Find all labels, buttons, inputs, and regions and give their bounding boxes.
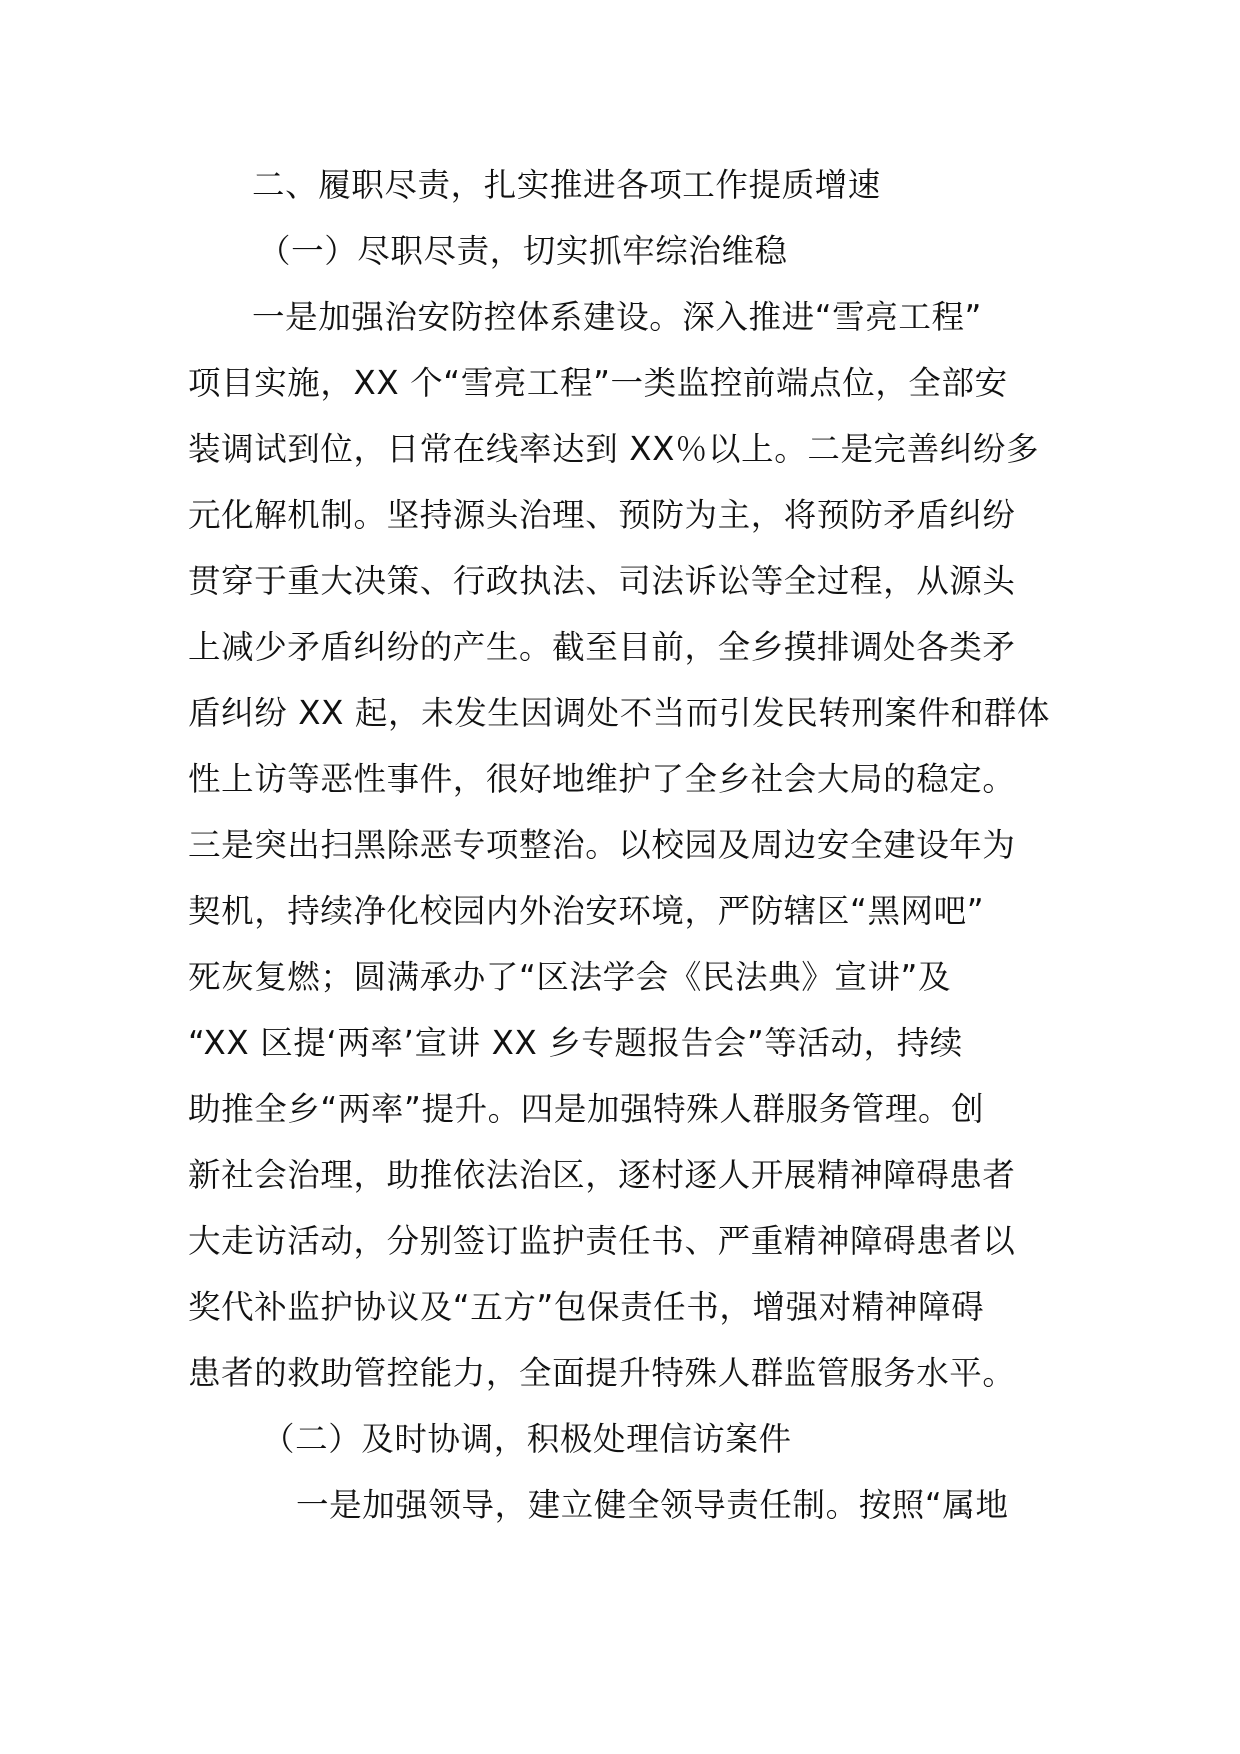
paragraph-line: 三是突出扫黑除恶专项整治。以校园及周边安全建设年为 — [188, 826, 1016, 864]
paragraph-line: 装调试到位，日常在线率达到 XX％以上。二是完善纠纷多 — [188, 430, 1040, 468]
paragraph-line: 一是加强领导，建立健全领导责任制。按照“属地 — [296, 1486, 1009, 1524]
paragraph-line: 奖代补监护协议及“五方”包保责任书，增强对精神障碍 — [188, 1288, 985, 1326]
paragraph-line: 性上访等恶性事件，很好地维护了全乡社会大局的稳定。 — [188, 760, 1016, 798]
paragraph-line: 新社会治理，助推依法治区，逐村逐人开展精神障碍患者 — [188, 1156, 1016, 1194]
paragraph-line: 契机，持续净化校园内外治安环境，严防辖区“黑网吧” — [188, 892, 985, 930]
paragraph-line: 元化解机制。坚持源头治理、预防为主，将预防矛盾纠纷 — [188, 496, 1016, 534]
paragraph-line: 助推全乡“两率”提升。四是加强特殊人群服务管理。创 — [188, 1090, 985, 1128]
section-heading: 二、履职尽责，扎实推进各项工作提质增速 — [252, 166, 881, 204]
paragraph-line: 贯穿于重大决策、行政执法、司法诉讼等全过程，从源头 — [188, 562, 1016, 600]
subsection-heading: （二）及时协调，积极处理信访案件 — [262, 1420, 792, 1458]
paragraph-line: 大走访活动，分别签订监护责任书、严重精神障碍患者以 — [188, 1222, 1016, 1260]
subsection-heading: （一）尽职尽责，切实抓牢综治维稳 — [258, 232, 788, 270]
paragraph-line: 一是加强治安防控体系建设。深入推进“雪亮工程” — [252, 298, 982, 336]
paragraph-line: 上减少矛盾纠纷的产生。截至目前，全乡摸排调处各类矛 — [188, 628, 1016, 666]
paragraph-line: 患者的救助管控能力，全面提升特殊人群监管服务水平。 — [188, 1354, 1016, 1392]
paragraph-line: 死灰复燃；圆满承办了“区法学会《民法典》宣讲”及 — [188, 958, 952, 996]
paragraph-line: 盾纠纷 XX 起，未发生因调处不当而引发民转刑案件和群体 — [188, 694, 1050, 732]
paragraph-line: “XX 区提‘两率’宣讲 XX 乡专题报告会”等活动，持续 — [188, 1024, 963, 1062]
paragraph-line: 项目实施，XX 个“雪亮工程”一类监控前端点位，全部安 — [188, 364, 1008, 402]
